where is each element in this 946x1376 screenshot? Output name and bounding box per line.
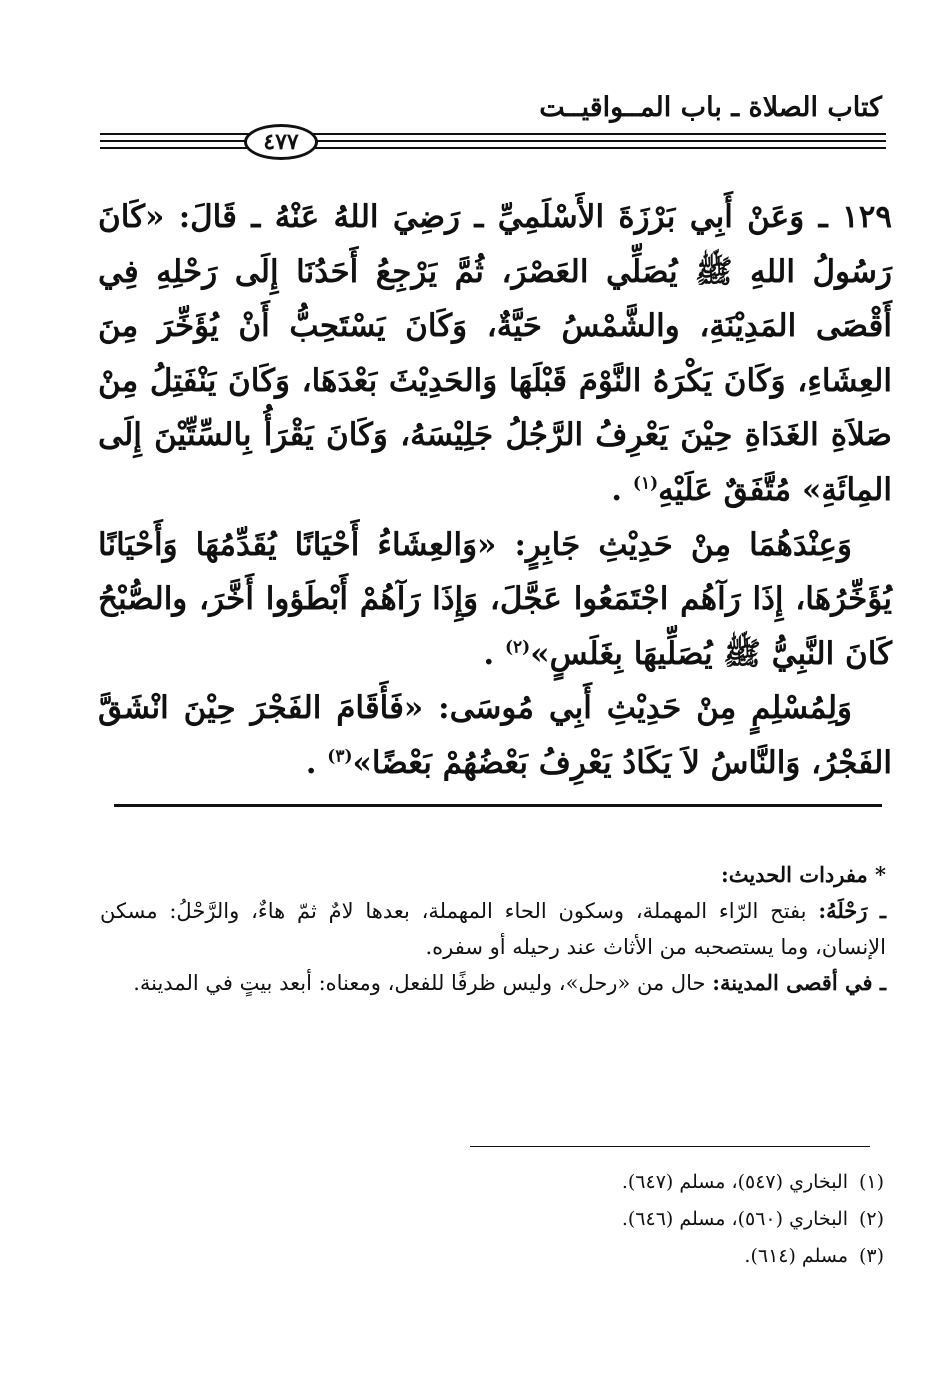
hadith-text	[98, 190, 892, 791]
vocabulary-term: ـ رَحْلَهُ:	[818, 898, 886, 923]
running-header: كتاب الصلاة ـ باب المــواقيــت	[539, 92, 882, 123]
hadith-paragraph-2	[98, 518, 892, 682]
footnote-number: (٣)	[858, 1245, 884, 1267]
hadith-paragraph-3-text: وَلِمُسْلِمٍ مِنْ حَدِيْثِ أَبِي مُوسَى: «فَأَقَامَ الفَجْرَ حِيْنَ انْشَقَّ الفَجْرُ، وَالنَّاسُ لاَ يَكَادُ يَعْرِفُ بَعْضُهُمْ بَعْضًا»	[98, 690, 892, 781]
period: .	[611, 471, 633, 508]
footnote-divider	[470, 1146, 870, 1147]
section-divider	[114, 804, 882, 807]
vocabulary-term: ـ في أقصى المدينة:	[712, 970, 886, 995]
period: .	[483, 635, 505, 672]
footnote-text: البخاري (٥٦٠)، مسلم (٦٤٦).	[621, 1208, 848, 1230]
hadith-number: ١٢٩	[842, 199, 892, 235]
footnote-ref: (١)	[632, 473, 659, 494]
hadith-paragraph-3	[98, 681, 892, 790]
vocabulary-section	[100, 857, 886, 1001]
hadith-paragraph-1	[98, 190, 892, 518]
footnote-number: (١)	[858, 1171, 884, 1193]
vocabulary-heading: * مفردات الحديث:	[720, 862, 886, 887]
header-rule	[100, 133, 886, 135]
footnote	[384, 1238, 884, 1275]
footnote	[384, 1164, 884, 1201]
footnote-ref: (٢)	[504, 637, 531, 658]
hadith-paragraph-2-text: وَعِنْدَهُمَا مِنْ حَدِيْثِ جَابِرٍ: «وَالعِشَاءُ أَحْيَانًا يُقَدِّمُهَا وَأَحْيَانًا يُؤَخِّرُهَا، إِذَا رَآهُم اجْتَمَعُوا عَجَّلَ، وَإِذَا رَآهُمْ أَبْطَؤوا أَخَّرَ، والصُّبْحُ كَانَ النَّبِيُّ ﷺ يُصَلِّيهَا بِغَلَسٍ»	[98, 526, 892, 672]
hadith-paragraph-1-text: ـ وَعَنْ أَبِي بَرْزَةَ الأَسْلَمِيِّ ـ رَضِيَ اللهُ عَنْهُ ـ قَالَ: «كَانَ رَسُولُ اللهِ ﷺ يُصَلِّي العَصْرَ، ثُمَّ يَرْجِعُ أَحَدُنَا إِلَى رَحْلِهِ فِي أَقْصَى المَدِيْنَةِ، والشَّمْسُ حَيَّةٌ، وَكَانَ يَسْتَحِبُّ أَنْ يُؤَخِّرَ مِنَ العِشَاءِ، وَكَانَ يَكْرَهُ النَّوْمَ قَبْلَهَا وَالحَدِيْثَ بَعْدَهَا، وَكَانَ يَنْفَتِلُ مِنْ صَلاَةِ الغَدَاةِ حِيْنَ يَعْرِفُ الرَّجُلُ جَلِيْسَهُ، وَكَانَ يَقْرَأُ بِالسِّتِّيْنَ إِلَى المِائَةِ» مُتَّفَقٌ عَلَيْهِ	[98, 199, 892, 508]
footnote	[384, 1201, 884, 1238]
footnote-text: مسلم (٦١٤).	[744, 1245, 848, 1267]
footnotes	[384, 1164, 884, 1275]
footnote-number: (٢)	[858, 1208, 884, 1230]
footnote-ref: (٣)	[327, 746, 353, 767]
footnote-text: البخاري (٥٤٧)، مسلم (٦٤٧).	[621, 1171, 848, 1193]
header-rule	[100, 140, 886, 142]
period: .	[305, 744, 328, 781]
vocabulary-definition: حال من «رحل»، وليس ظرفًا للفعل، ومعناه: أبعد بيتٍ في المدينة.	[133, 971, 713, 995]
vocabulary-definition: بفتح الرّاء المهملة، وسكون الحاء المهملة، بعدها لامٌ ثمّ هاءٌ، والرَّحْلُ: مسكن الإنسان، وما يستصحبه من الأثاث عند رحيله أو سفره.	[100, 899, 886, 959]
vocabulary-entry	[100, 893, 886, 965]
header-rule	[100, 147, 886, 149]
vocabulary-entry	[100, 965, 886, 1001]
page-number: ٤٧٧	[244, 124, 318, 160]
